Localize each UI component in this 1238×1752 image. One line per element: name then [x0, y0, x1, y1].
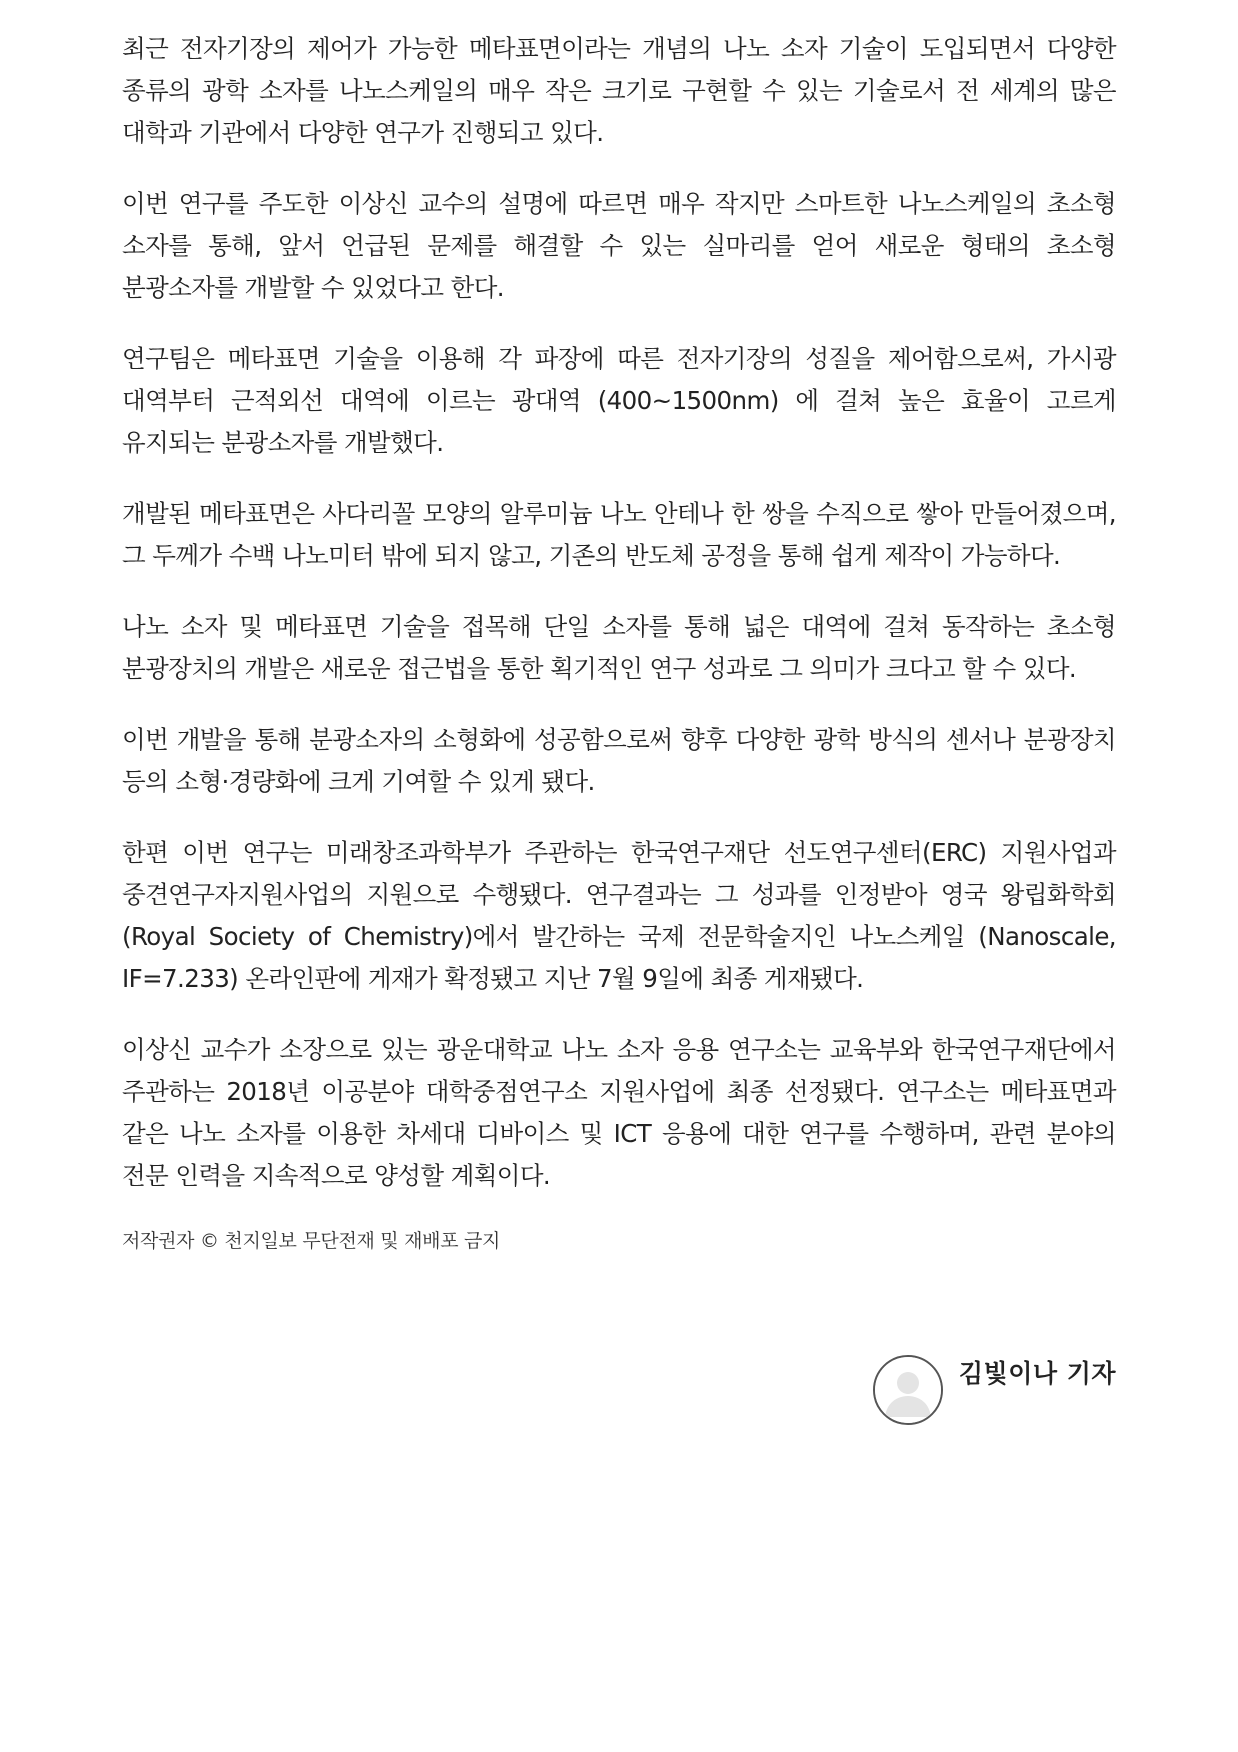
reporter-byline[interactable]	[873, 1355, 1116, 1425]
reporter-name[interactable]: 김빛이나 기자	[958, 1359, 1116, 1388]
article-paragraph: 나노 소자 및 메타표면 기술을 접목해 단일 소자를 통해 넓은 대역에 걸쳐 동작하는 초소형 분광장치의 개발은 새로운 접근법을 통한 획기적인 연구 성과로 그 의미가 크다고 할 수 있다.	[122, 612, 1116, 683]
article-body	[122, 28, 1116, 1256]
article-paragraph: 이번 연구를 주도한 이상신 교수의 설명에 따르면 매우 작지만 스마트한 나노스케일의 초소형 소자를 통해, 앞서 언급된 문제를 해결할 수 있는 실마리를 얻어 새로운 형태의 초소형 분광소자를 개발할 수 있었다고 한다.	[122, 189, 1116, 302]
article-paragraph: 이상신 교수가 소장으로 있는 광운대학교 나노 소자 응용 연구소는 교육부와 한국연구재단에서 주관하는 2018년 이공분야 대학중점연구소 지원사업에 최종 선정됐다. 연구소는 메타표면과 같은 나노 소자를 이용한 차세대 디바이스 및 ICT 응용에 대한 연구를 수행하며, 관련 분야의 전문 인력을 지속적으로 양성할 계획이다.	[122, 1035, 1116, 1190]
article-paragraph: 한편 이번 연구는 미래창조과학부가 주관하는 한국연구재단 선도연구센터(ERC) 지원사업과 중견연구자지원사업의 지원으로 수행됐다. 연구결과는 그 성과를 인정받아 영국 왕립화학회(Royal Society of Chemistry)에서 발간하는 국제 전문학술지인 나노스케일 (Nanoscale, IF=7.233) 온라인판에 게재가 확정됐고 지난 7월 9일에 최종 게재됐다.	[122, 838, 1116, 993]
article-paragraph: 연구팀은 메타표면 기술을 이용해 각 파장에 따른 전자기장의 성질을 제어함으로써, 가시광 대역부터 근적외선 대역에 이르는 광대역 (400~1500nm) 에 걸쳐 높은 효율이 고르게 유지되는 분광소자를 개발했다.	[122, 344, 1116, 457]
user-avatar-icon[interactable]	[873, 1355, 943, 1425]
article-paragraph: 최근 전자기장의 제어가 가능한 메타표면이라는 개념의 나노 소자 기술이 도입되면서 다양한 종류의 광학 소자를 나노스케일의 매우 작은 크기로 구현할 수 있는 기술로서 전 세계의 많은 대학과 기관에서 다양한 연구가 진행되고 있다.	[122, 34, 1116, 147]
article-paragraph: 개발된 메타표면은 사다리꼴 모양의 알루미늄 나노 안테나 한 쌍을 수직으로 쌓아 만들어졌으며, 그 두께가 수백 나노미터 밖에 되지 않고, 기존의 반도체 공정을 통해 쉽게 제작이 가능하다.	[122, 499, 1116, 570]
article-paragraph: 이번 개발을 통해 분광소자의 소형화에 성공함으로써 향후 다양한 광학 방식의 센서나 분광장치 등의 소형·경량화에 크게 기여할 수 있게 됐다.	[122, 725, 1116, 796]
copyright-notice: 저작권자 © 천지일보 무단전재 및 재배포 금지	[122, 1230, 501, 1252]
